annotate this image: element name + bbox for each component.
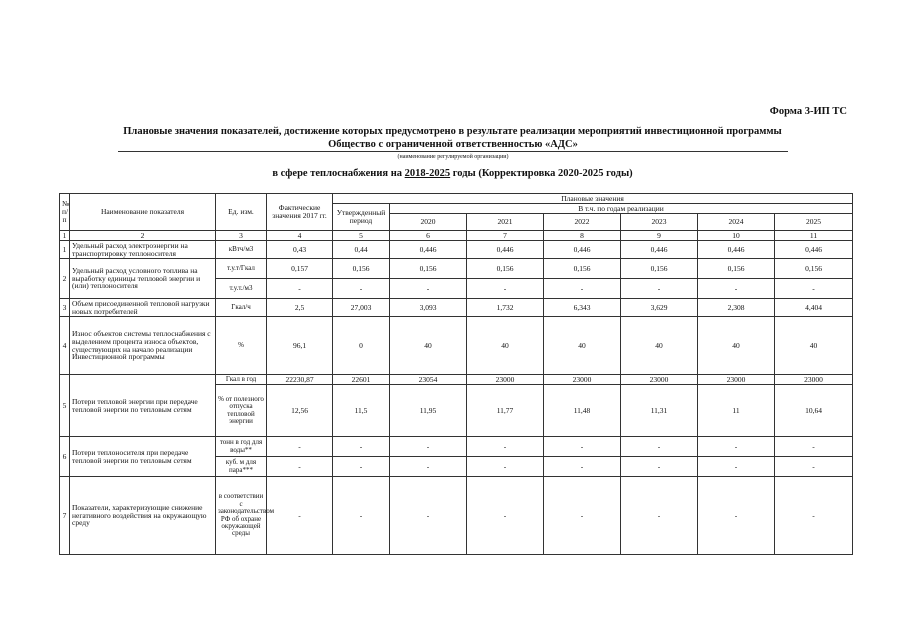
- row-number: 5: [60, 375, 70, 437]
- value-cell: -: [333, 477, 390, 555]
- header-planned: Плановые значения: [333, 194, 853, 204]
- value-cell: -: [621, 477, 698, 555]
- value-cell: -: [333, 279, 390, 299]
- indicator-name: Удельный расход электроэнергии на транспортировку теплоносителя: [70, 241, 216, 259]
- value-cell: -: [621, 437, 698, 457]
- subtitle-suffix: годы (Корректировка 2020-2025 годы): [450, 168, 633, 179]
- unit-cell: т.у.т/Гкал: [216, 259, 267, 279]
- value-cell: 11: [698, 385, 775, 437]
- row-number: 4: [60, 317, 70, 375]
- column-number: 1: [60, 231, 70, 241]
- unit-cell: тонн в год для воды**: [216, 437, 267, 457]
- value-cell: 23000: [698, 375, 775, 385]
- value-cell: -: [544, 279, 621, 299]
- value-cell: 23000: [467, 375, 544, 385]
- value-cell: -: [544, 457, 621, 477]
- value-cell: 0,446: [544, 241, 621, 259]
- value-cell: -: [775, 279, 853, 299]
- indicator-name: Износ объектов системы теплоснабжения с выделением процента износа объектов, существующих на начало реализации Инвестиционной программы: [70, 317, 216, 375]
- value-cell: 27,003: [333, 299, 390, 317]
- value-cell: 0,156: [775, 259, 853, 279]
- row-number: 6: [60, 437, 70, 477]
- value-cell: -: [621, 279, 698, 299]
- value-cell: -: [390, 279, 467, 299]
- document-subtitle: [0, 168, 905, 179]
- value-cell: -: [467, 279, 544, 299]
- value-cell: -: [698, 437, 775, 457]
- indicator-name: Потери теплоносителя при передаче тепловой энергии по тепловым сетям: [70, 437, 216, 477]
- value-cell: 11,95: [390, 385, 467, 437]
- unit-cell: в соответствии с законодательством РФ об охране окружающей среды: [216, 477, 267, 555]
- value-cell: 96,1: [267, 317, 333, 375]
- value-cell: 11,31: [621, 385, 698, 437]
- row-number: 1: [60, 241, 70, 259]
- row-number: 2: [60, 259, 70, 299]
- value-cell: -: [698, 477, 775, 555]
- value-cell: -: [621, 457, 698, 477]
- header-year: 2024: [698, 214, 775, 231]
- column-number: 7: [467, 231, 544, 241]
- header-year: 2020: [390, 214, 467, 231]
- indicators-table: [59, 193, 853, 555]
- value-cell: -: [467, 437, 544, 457]
- value-cell: 23054: [390, 375, 467, 385]
- value-cell: -: [544, 477, 621, 555]
- unit-cell: куб. м для пара***: [216, 457, 267, 477]
- header-actual: Фактические значения 2017 гг.: [267, 194, 333, 231]
- table-row: [60, 241, 853, 259]
- value-cell: 0,157: [267, 259, 333, 279]
- table-row: [60, 259, 853, 279]
- value-cell: -: [267, 457, 333, 477]
- value-cell: 40: [698, 317, 775, 375]
- document-title: Плановые значения показателей, достижение которых предусмотрено в результате реализации мероприятий инвестиционной программы: [123, 126, 782, 137]
- indicator-name: Потери тепловой энергии при передаче тепловой энергии по тепловым сетям: [70, 375, 216, 437]
- value-cell: 0,446: [698, 241, 775, 259]
- value-cell: 23000: [544, 375, 621, 385]
- value-cell: 40: [544, 317, 621, 375]
- column-number: 3: [216, 231, 267, 241]
- value-cell: 11,77: [467, 385, 544, 437]
- unit-cell: Гкал/ч: [216, 299, 267, 317]
- value-cell: 40: [775, 317, 853, 375]
- value-cell: 0,446: [775, 241, 853, 259]
- value-cell: 1,732: [467, 299, 544, 317]
- unit-cell: Гкал в год: [216, 375, 267, 385]
- value-cell: -: [544, 437, 621, 457]
- unit-cell: %: [216, 317, 267, 375]
- value-cell: 6,343: [544, 299, 621, 317]
- value-cell: 12,56: [267, 385, 333, 437]
- header-unit: Ед. изм.: [216, 194, 267, 231]
- indicator-name: Показатели, характеризующие снижение негативного воздействия на окружающую среду: [70, 477, 216, 555]
- value-cell: -: [333, 457, 390, 477]
- value-cell: 2,308: [698, 299, 775, 317]
- column-numbers-row: [60, 231, 853, 241]
- value-cell: 40: [467, 317, 544, 375]
- column-number: 4: [267, 231, 333, 241]
- value-cell: 0,446: [621, 241, 698, 259]
- value-cell: 0,156: [544, 259, 621, 279]
- header-approved: Утвержденный период: [333, 204, 390, 231]
- value-cell: 0,156: [467, 259, 544, 279]
- unit-cell: кВтч/м3: [216, 241, 267, 259]
- value-cell: -: [390, 477, 467, 555]
- value-cell: -: [333, 437, 390, 457]
- value-cell: -: [775, 437, 853, 457]
- header-year: 2022: [544, 214, 621, 231]
- value-cell: 0,446: [390, 241, 467, 259]
- value-cell: -: [267, 437, 333, 457]
- value-cell: 0,156: [390, 259, 467, 279]
- column-number: 8: [544, 231, 621, 241]
- value-cell: -: [467, 477, 544, 555]
- column-number: 2: [70, 231, 216, 241]
- table-row: [60, 477, 853, 555]
- value-cell: 40: [390, 317, 467, 375]
- table-row: [60, 317, 853, 375]
- header-year: 2023: [621, 214, 698, 231]
- value-cell: 0,156: [333, 259, 390, 279]
- header-num: № п/п: [60, 194, 70, 231]
- column-number: 5: [333, 231, 390, 241]
- value-cell: -: [267, 477, 333, 555]
- form-code: Форма 3-ИП ТС: [769, 106, 847, 117]
- table-row: [60, 299, 853, 317]
- unit-cell: % от полезного отпуска тепловой энергии: [216, 385, 267, 437]
- value-cell: -: [775, 477, 853, 555]
- value-cell: 11,5: [333, 385, 390, 437]
- organization-name: Общество с ограниченной ответственностью «АДС»: [118, 139, 788, 152]
- unit-cell: т.у.т./м3: [216, 279, 267, 299]
- indicator-name: Удельный расход условного топлива на выработку единицы тепловой энергии и (или) теплоносителя: [70, 259, 216, 299]
- header-name: Наименование показателя: [70, 194, 216, 231]
- column-number: 6: [390, 231, 467, 241]
- organization-caption: (наименование регулируемой организации): [397, 154, 509, 160]
- subtitle-years: 2018-2025: [404, 168, 451, 179]
- value-cell: 4,404: [775, 299, 853, 317]
- column-number: 11: [775, 231, 853, 241]
- value-cell: 11,48: [544, 385, 621, 437]
- value-cell: 0,446: [467, 241, 544, 259]
- value-cell: 23000: [775, 375, 853, 385]
- indicator-name: Объем присоединенной тепловой нагрузки новых потребителей: [70, 299, 216, 317]
- value-cell: 0,156: [621, 259, 698, 279]
- value-cell: -: [467, 457, 544, 477]
- row-number: 3: [60, 299, 70, 317]
- value-cell: 0,43: [267, 241, 333, 259]
- value-cell: 2,5: [267, 299, 333, 317]
- value-cell: 0: [333, 317, 390, 375]
- value-cell: -: [267, 279, 333, 299]
- column-number: 9: [621, 231, 698, 241]
- value-cell: 40: [621, 317, 698, 375]
- value-cell: -: [698, 457, 775, 477]
- header-by-years: В т.ч. по годам реализации: [390, 204, 853, 214]
- value-cell: 10,64: [775, 385, 853, 437]
- table-row: [60, 375, 853, 385]
- value-cell: 3,629: [621, 299, 698, 317]
- table-row: [60, 437, 853, 457]
- value-cell: 3,093: [390, 299, 467, 317]
- value-cell: -: [390, 457, 467, 477]
- value-cell: 23000: [621, 375, 698, 385]
- value-cell: -: [390, 437, 467, 457]
- value-cell: 22601: [333, 375, 390, 385]
- row-number: 7: [60, 477, 70, 555]
- value-cell: 22230,87: [267, 375, 333, 385]
- value-cell: -: [775, 457, 853, 477]
- column-number: 10: [698, 231, 775, 241]
- header-year: 2021: [467, 214, 544, 231]
- subtitle-prefix: в сфере теплоснабжения на: [272, 168, 405, 179]
- value-cell: 0,156: [698, 259, 775, 279]
- header-year: 2025: [775, 214, 853, 231]
- value-cell: -: [698, 279, 775, 299]
- value-cell: 0,44: [333, 241, 390, 259]
